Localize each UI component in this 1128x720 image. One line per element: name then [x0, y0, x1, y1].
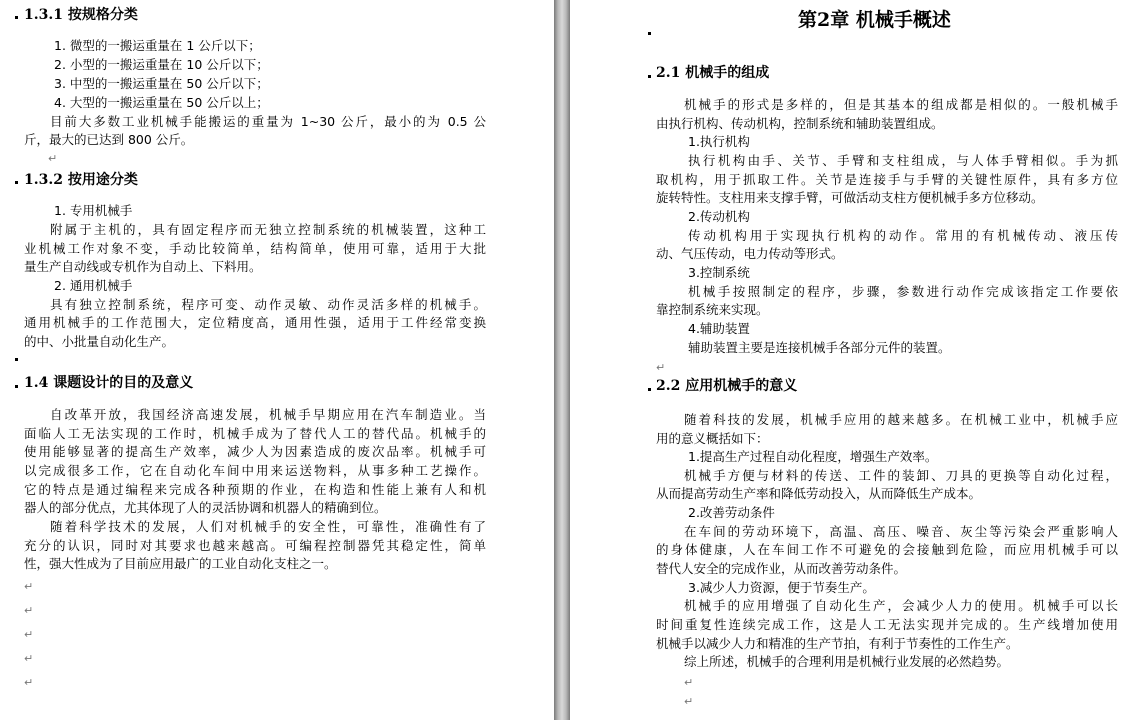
- section-2-2-line: 用的意义概括如下：: [656, 431, 769, 446]
- meaning-3-line: 时间重复性连续完成工作，这是人工无法实现并完成的。生产线增加使用: [656, 617, 1118, 632]
- heading-marker: [648, 75, 651, 78]
- paragraph-mark: ↵: [656, 361, 666, 374]
- component-1-line: 执行机构由手、关节、手臂和支柱组成，与人体手臂相似。手为抓: [688, 153, 1118, 168]
- heading-2-1: 2.1 机械手的组成: [656, 65, 770, 81]
- heading-marker: [648, 388, 651, 391]
- component-1-line: 取机构，用于抓取工件。关节是连接手与手臂的关键性原件，具有多方位: [656, 172, 1118, 187]
- paragraph-marker: [648, 32, 651, 35]
- paragraph-mark: ↵: [24, 580, 34, 593]
- spec-item-4: 4. 大型的一搬运重量在 50 公斤以上；: [54, 95, 269, 110]
- conclusion-line: 综上所述，机械手的合理利用是机械行业发展的必然趋势。: [684, 654, 1010, 669]
- component-2-title: 2.传动机构: [688, 209, 750, 224]
- meaning-2-title: 2.改善劳动条件: [688, 505, 775, 520]
- section-2-2-line: 随着科技的发展，机械手应用的越来越多。在机械工业中，机械手应: [684, 412, 1118, 427]
- heading-1-3-1: 1.3.1 按规格分类: [24, 7, 138, 23]
- meaning-2-line: 的身体健康，人在车间工作不可避免的会接触到危险，而应用机械手可以: [656, 542, 1118, 557]
- spec-item-2: 2. 小型的一搬运重量在 10 公斤以下；: [54, 57, 269, 72]
- section-1-4-line: 以完成很多工作，它在自动化车间中用来运送物料，从事多种工艺操作。: [24, 463, 486, 478]
- heading-2-2: 2.2 应用机械手的意义: [656, 378, 798, 394]
- spec-paragraph-line: 目前大多数工业机械手能搬运的重量为 1~30 公斤，最小的为 0.5 公: [50, 114, 486, 129]
- meaning-3-line: 机械手的应用增强了自动化生产，会减少人力的使用。机械手可以长: [684, 598, 1118, 613]
- paragraph-mark: ↵: [684, 695, 694, 708]
- meaning-1-title: 1.提高生产过程自动化程度，增强生产效率。: [688, 449, 938, 464]
- use-item-2-line: 具有独立控制系统，程序可变、动作灵敏、动作灵活多样的机械手。: [50, 297, 486, 312]
- spec-paragraph-line: 斤，最大的已达到 800 公斤。: [24, 132, 194, 147]
- use-item-2-title: 2. 通用机械手: [54, 278, 133, 293]
- section-1-4-line: 自改革开放，我国经济高速发展，机械手早期应用在汽车制造业。当: [50, 407, 486, 422]
- use-item-1-line: 量生产自动线或专机作为自动上、下料用。: [24, 259, 262, 274]
- section-1-4-line: 它的特点是通过编程来完成各种预期的作业，在构造和性能上兼有人和机: [24, 482, 486, 497]
- spec-item-3: 3. 中型的一搬运重量在 50 公斤以下；: [54, 76, 269, 91]
- component-3-line: 机械手按照制定的程序，步骤，参数进行动作完成该指定工作要依: [688, 284, 1118, 299]
- section-1-4-line: 充分的认识，同时对其要求也越来越高。可编程控制器凭其稳定性，简单: [24, 538, 486, 553]
- paragraph-mark: ↵: [684, 676, 694, 689]
- heading-1-4: 1.4 课题设计的目的及意义: [24, 375, 194, 391]
- document-page-left: [0, 0, 554, 720]
- document-page-right: [570, 0, 1128, 720]
- component-4-line: 辅助装置主要是连接机械手各部分元件的装置。: [688, 340, 951, 355]
- section-2-1-line: 由执行机构、传动机构，控制系统和辅助装置组成。: [656, 116, 944, 131]
- heading-1-3-2: 1.3.2 按用途分类: [24, 172, 138, 188]
- paragraph-mark: ↵: [24, 676, 34, 689]
- component-1-title: 1.执行机构: [688, 134, 750, 149]
- component-2-line: 动、气压传动，电力传动等形式。: [656, 246, 844, 261]
- meaning-1-line: 从而提高劳动生产率和降低劳动投入，从而降低生产成本。: [656, 486, 982, 501]
- section-1-4-line: 性，强大性成为了目前应用最广的工业自动化支柱之一。: [24, 556, 337, 571]
- heading-marker: [15, 16, 18, 19]
- paragraph-marker: [15, 358, 18, 361]
- use-item-1-line: 业机械工作对象不变，手动比较简单，结构简单，使用可靠，适用于大批: [24, 241, 486, 256]
- component-3-title: 3.控制系统: [688, 265, 750, 280]
- use-item-2-line: 通用机械手的工作范围大，定位精度高，通用性强，适用于工件经常变换: [24, 315, 486, 330]
- paragraph-mark: ↵: [48, 152, 58, 165]
- paragraph-mark: ↵: [24, 604, 34, 617]
- section-1-4-line: 器人的部分优点，尤其体现了人的灵活协调和机器人的精确到位。: [24, 500, 387, 515]
- chapter-title: 第2章 机械手概述: [798, 9, 951, 31]
- section-1-4-line: 面临人工无法实现的工作时，机械手成为了替代人工的替代品。机械手的: [24, 426, 486, 441]
- component-3-line: 靠控制系统来实现。: [656, 302, 769, 317]
- paragraph-mark: ↵: [24, 652, 34, 665]
- meaning-3-line: 机械手以减少人力和精准的生产节拍，有利于节奏性的工作生产。: [656, 636, 1019, 651]
- section-2-1-line: 机械手的形式是多样的，但是其基本的组成都是相似的。一般机械手: [684, 97, 1118, 112]
- meaning-3-title: 3.减少人力资源，便于节奏生产。: [688, 580, 875, 595]
- section-1-4-line: 随着科学技术的发展，人们对机械手的安全性，可靠性，准确性有了: [50, 519, 486, 534]
- meaning-2-line: 替代人安全的完成作业，从而改善劳动条件。: [656, 561, 907, 576]
- use-item-1-line: 附属于主机的，具有固定程序而无独立控制系统的机械装置，这种工: [50, 222, 486, 237]
- use-item-1-title: 1. 专用机械手: [54, 203, 133, 218]
- paragraph-mark: ↵: [24, 628, 34, 641]
- component-2-line: 传动机构用于实现执行机构的动作。常用的有机械传动、液压传: [688, 228, 1118, 243]
- spec-item-1: 1. 微型的一搬运重量在 1 公斤以下；: [54, 38, 261, 53]
- component-1-line: 旋转特性。支柱用来支撑手臂，可做活动支柱方便机械手多方位移动。: [656, 190, 1044, 205]
- meaning-1-line: 机械手方便与材料的传送、工件的装卸、刀具的更换等自动化过程，: [684, 468, 1118, 483]
- section-1-4-line: 使用能够显著的提高生产效率，减少人为因素造成的废次品率。机械手可: [24, 444, 486, 459]
- heading-marker: [15, 181, 18, 184]
- meaning-2-line: 在车间的劳动环境下，高温、高压、噪音、灰尘等污染会严重影响人: [684, 524, 1118, 539]
- component-4-title: 4.辅助装置: [688, 321, 750, 336]
- heading-marker: [15, 385, 18, 388]
- page-gutter: [554, 0, 570, 720]
- use-item-2-line: 的中、小批量自动化生产。: [24, 334, 175, 349]
